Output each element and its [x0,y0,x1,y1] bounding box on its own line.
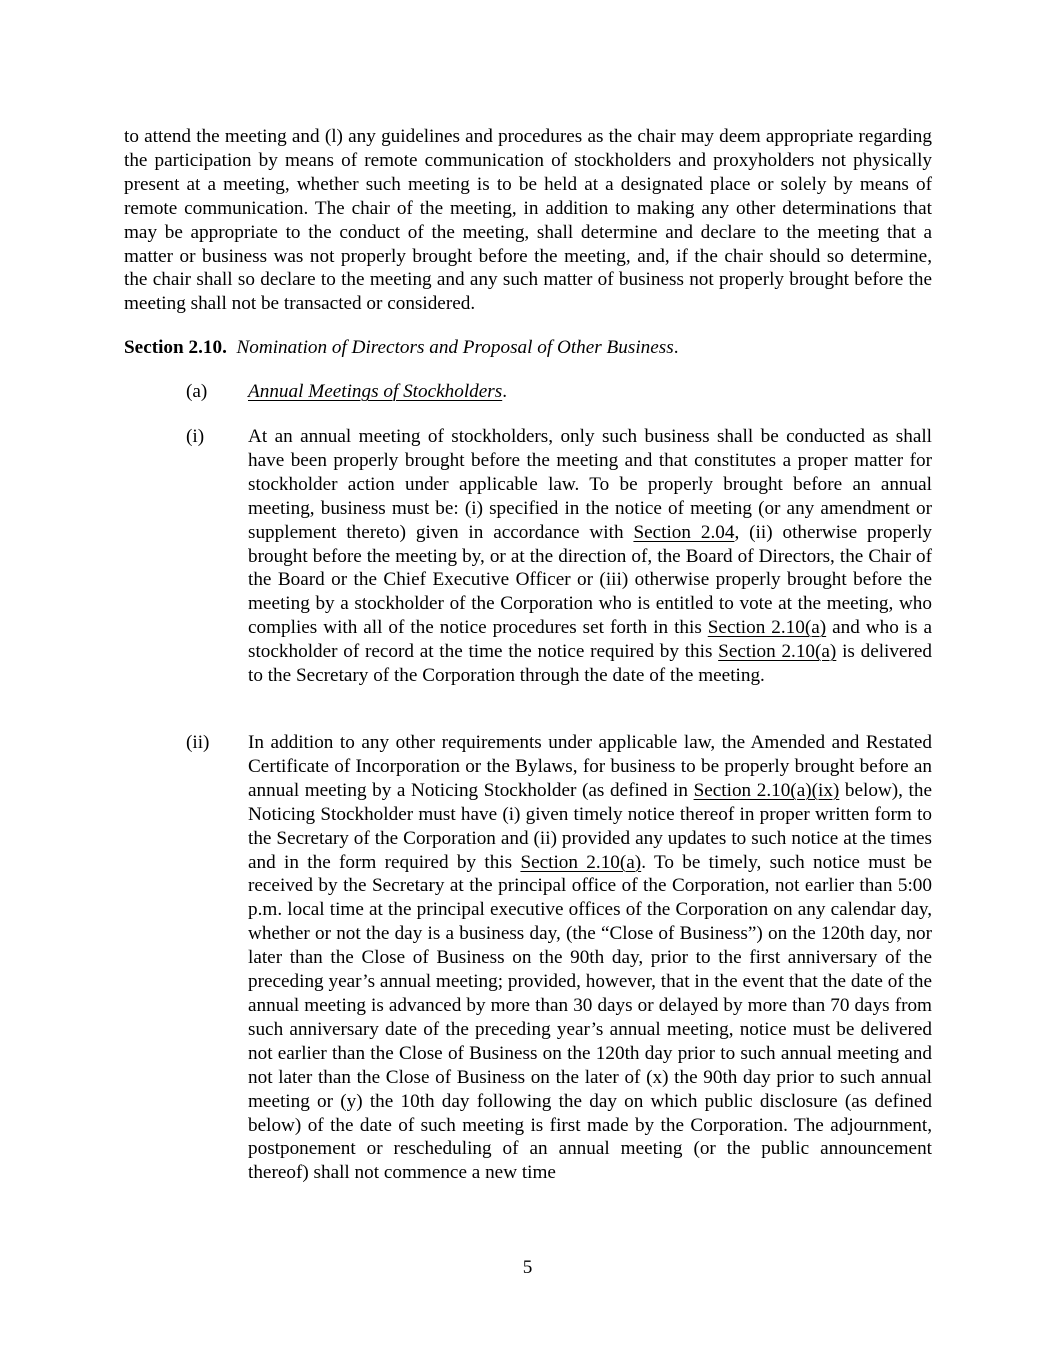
section-title-period: . [673,337,679,358]
section-title: Nomination of Directors and Proposal of Other Business [236,337,674,358]
item-i-body [248,425,932,688]
item-ii [124,731,932,1185]
section-number: Section 2.10. [124,337,227,358]
intro-paragraph: to attend the meeting and (l) any guidelines and procedures as the chair may deem appropriate regarding the participation by means of remote communication of stockholders and proxyholders not physically present at a meeting, whether such meeting is to be held at a designated place or solely by means of remote communication. The chair of the meeting, in addition to making any other determinations that may be appropriate to the conduct of the meeting, shall determine and declare to the meeting that a matter or business was not properly brought before the meeting, and, if the chair should so determine, the chair shall so declare to the meeting and any such matter of business not properly brought before the meeting shall not be transacted or considered. [124,126,932,315]
subsection-a-title: Annual Meetings of Stockholders [248,381,503,402]
item-i-text-1: At an annual meeting of stockholders, only such business shall be conducted as shall have been properly brought before the meeting and that constitutes a proper matter for stockholder action under applicable law. To be properly brought before an annual meeting, business must be: (i) specified in the notice of meeting (or any amendment or supplement thereto) given in accordance with [248,426,932,543]
subsection-a-period: . [502,381,507,402]
item-ii-text-3: . To be timely, such notice must be received by the Secretary at the principal office of the Corporation, not earlier than 5:00 p.m. local time at the principal executive offices of the Corporation on any calendar day, whether or not the day is a business day, (the “Close of Business”) on the 120th day, nor later than the Close of Business on the 90th day, prior to the first anniversary of the preceding year’s annual meeting; provided, however, that in the event that the date of the annual meeting is advanced by more than 30 days or delayed by more than 70 days from such anniversary date of the preceding year’s annual meeting, notice must be delivered not earlier than the Close of Business on the 120th day prior to such annual meeting and not later than the Close of Business on the later of (x) the 90th day prior to such annual meeting or (y) the 10th day following the day on which public disclosure (as defined below) of the date of such meeting is first made by the Corporation. The adjournment, postponement or rescheduling of an annual meeting (or the public announcement thereof) shall not commence a new time [248,851,933,1184]
item-ii-text-1: In addition to any other requirements under applicable law, the Amended and Restated Certificate of Incorporation or the Bylaws, for business to be properly brought before an annual meeting by a Noticing Stockholder (as defined in [248,732,932,801]
item-i-text-3: and who is a stockholder of record at the time the notice required by this [248,617,932,663]
section-2-10-a-reference: Section 2.10(a) [707,617,827,639]
item-ii-text-2: below), the Noticing Stockholder must have (i) given timely notice thereof in proper written form to the Secretary of the Corporation and (ii) provided any updates to such notice at the times and in the form required by this [248,779,932,873]
subsection-a-label: (a) [186,381,208,402]
page-number: 5 [522,1257,533,1278]
item-i-text-4: is delivered to the Secretary of the Corporation through the date of the meeting. [248,641,932,687]
item-i-label: (i) [186,426,205,447]
section-2-10-a-reference: Section 2.10(a) [718,641,837,663]
item-ii-body [248,731,932,1185]
section-2-04-reference: Section 2.04 [633,521,735,543]
section-2-10-a-reference: Section 2.10(a) [520,851,642,873]
item-i-text-2: , (ii) otherwise properly brought before the meeting by, or at the direction of, the Board of Directors, the Chair of the Board or the Chief Executive Officer or (iii) otherwise properly brought before the meeting by a stockholder of the Corporation who is entitled to vote at the meeting, who complies with all of the notice procedures set forth in this [248,521,932,639]
subsection-a-heading [124,380,932,404]
item-i [124,425,932,688]
item-ii-label: (ii) [186,732,210,753]
section-2-10-a-ix-reference: Section 2.10(a)(ix) [693,779,840,801]
section-heading [124,336,932,360]
